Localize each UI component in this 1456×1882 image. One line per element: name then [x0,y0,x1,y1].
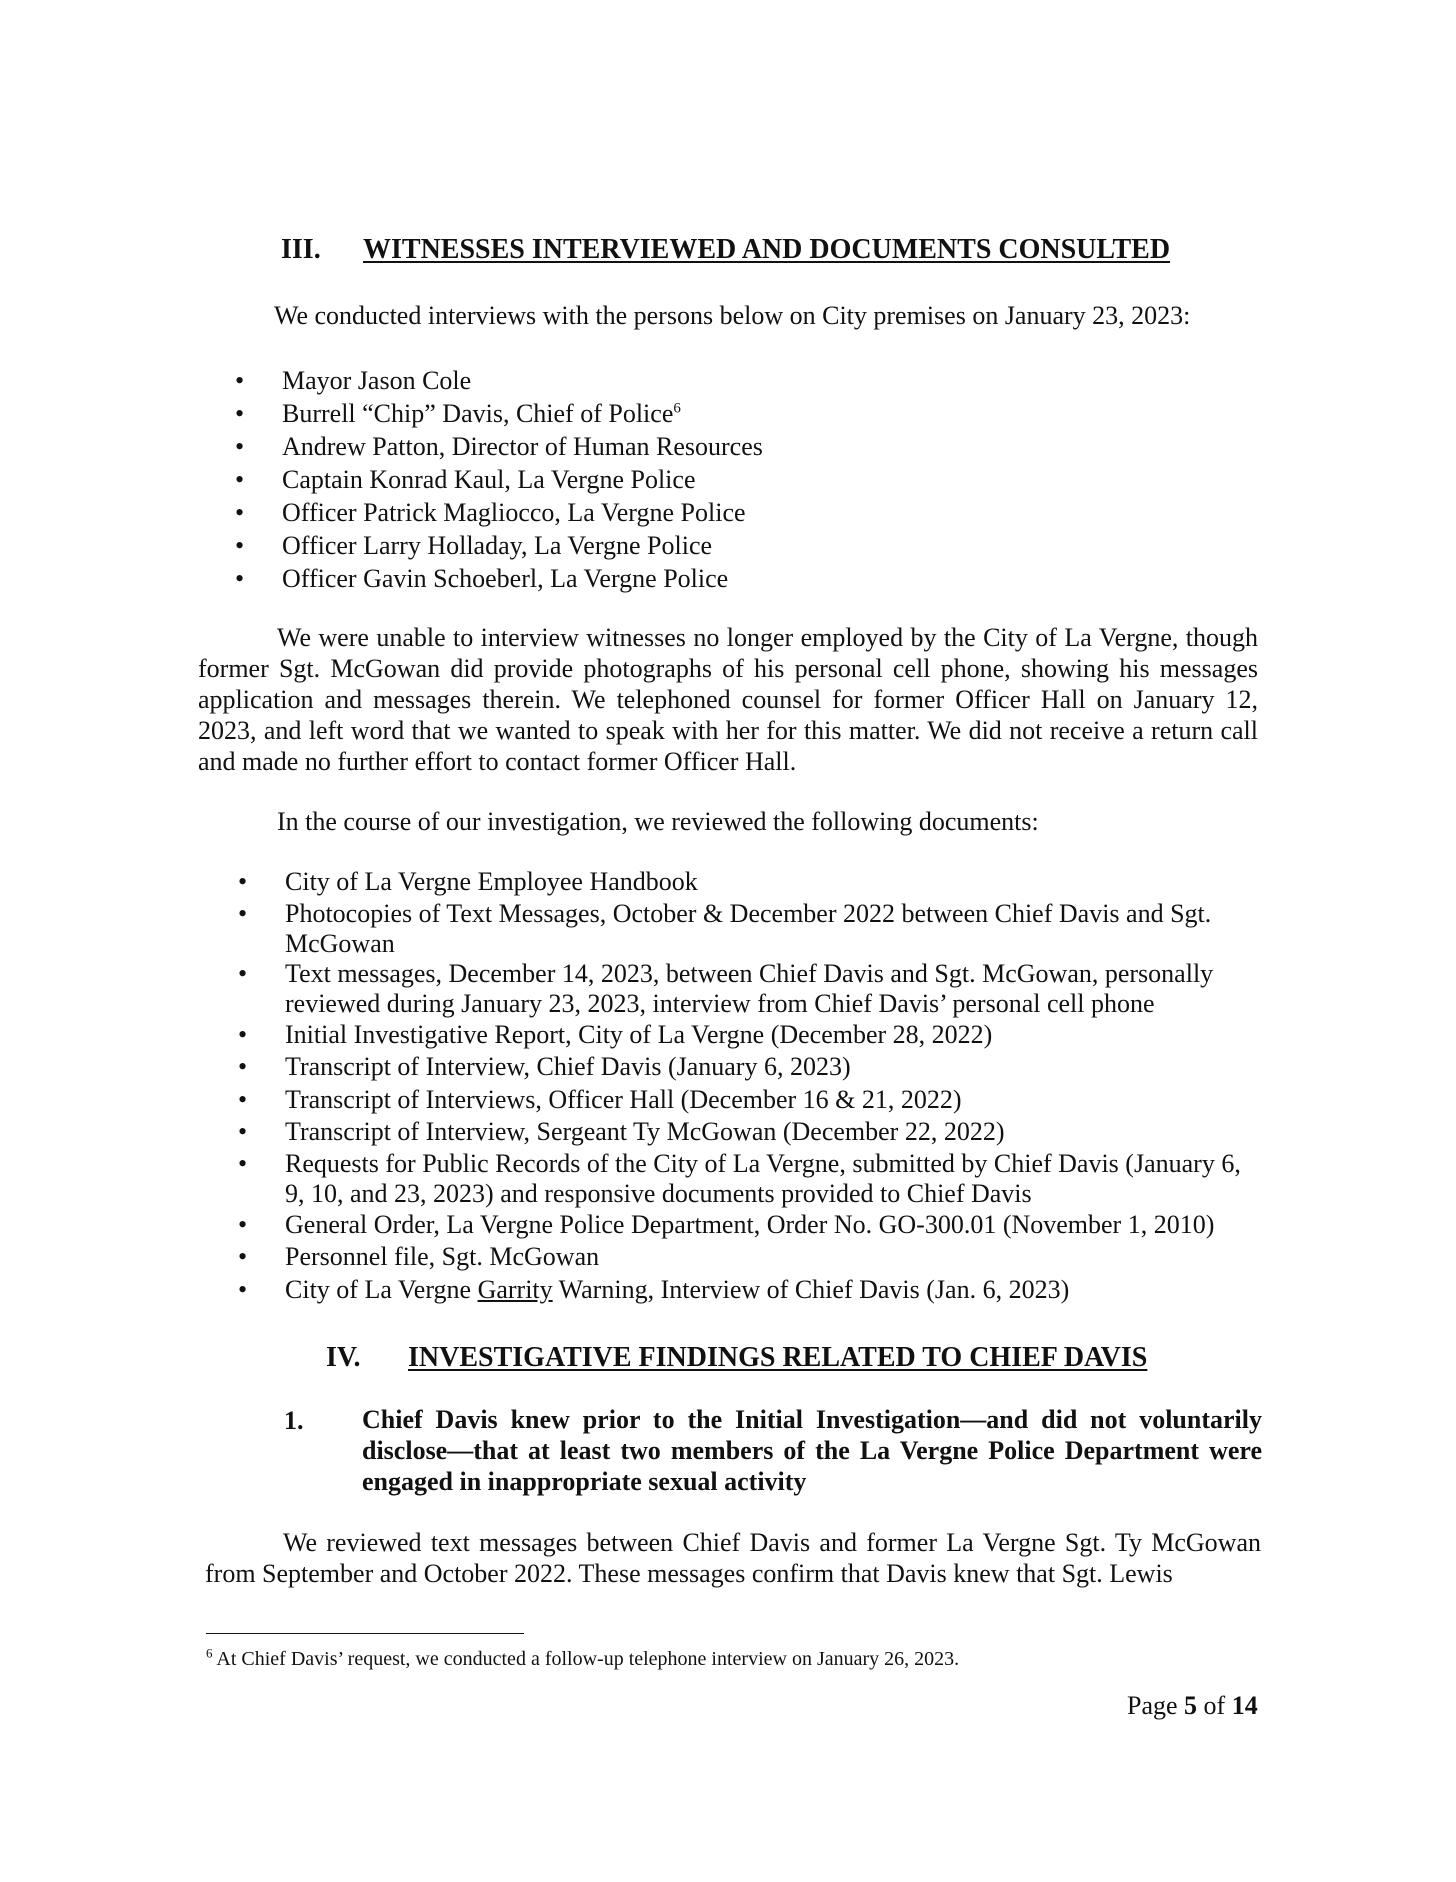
findings-paragraph: We reviewed text messages between Chief Davis and former La Vergne Sgt. Ty McGowan from September and October 2022. These messages confirm that Davis knew that Sgt. Lewis [205,1528,1261,1588]
document-item: • Photocopies of Text Messages, October & December 2022 between Chief Davis and Sgt. McGowan [238,899,1263,959]
documents-intro: In the course of our investigation, we reviewed the following documents: [277,807,1039,836]
total-pages: 14 [1231,1691,1258,1720]
document-item: • City of La Vergne Garrity Warning, Interview of Chief Davis (Jan. 6, 2023) [238,1274,1263,1307]
footnote-text: At Chief Davis’ request, we conducted a follow-up telephone interview on January 26, 2023. [216,1648,960,1670]
section-4-title: INVESTIGATIVE FINDINGS RELATED TO CHIEF DAVIS [408,1342,1148,1373]
document-item: • Personnel file, Sgt. McGowan [238,1241,1263,1274]
section-3-number: III. [281,234,321,265]
witness-item: • Andrew Patton, Director of Human Resources [235,430,1135,463]
document-item: • Transcript of Interviews, Officer Hall (December 16 & 21, 2022) [238,1084,1263,1117]
documents-list [238,866,1263,1306]
section-3-title: WITNESSES INTERVIEWED AND DOCUMENTS CONSULTED [363,234,1171,265]
witness-item: • Mayor Jason Cole [235,364,1135,397]
finding-1-number: 1. [284,1406,304,1435]
footnote-ref: 6 [673,400,681,417]
document-item: • Requests for Public Records of the City of La Vergne, submitted by Chief Davis (January 6, 9, 10, and 23, 2023) and responsive documents provided to Chief Davis [238,1149,1263,1209]
garrity-underlined: Garrity [477,1274,553,1304]
footnote [206,1645,960,1671]
footnote-separator [206,1633,524,1634]
footnote-number: 6 [206,1645,213,1661]
section-4-number: IV. [326,1342,361,1373]
interviews-intro: We conducted interviews with the persons below on City premises on January 23, 2023: [274,301,1191,330]
witness-list [235,364,1135,595]
finding-1-text: Chief Davis knew prior to the Initial Investigation—and did not voluntarily disclose—that at least two members of the La Vergne Police Department were engaged in inappropriate sexual activity [362,1405,1262,1496]
witness-item: • Captain Konrad Kaul, La Vergne Police [235,463,1135,496]
document-item: • Text messages, December 14, 2023, between Chief Davis and Sgt. McGowan, personally reviewed during January 23, 2023, interview from Chief Davis’ personal cell phone [238,959,1263,1019]
current-page: 5 [1184,1691,1198,1720]
page-number: Page 5 of 14 [1127,1691,1258,1720]
document-item: • City of La Vergne Employee Handbook [238,866,1263,899]
document-item: • Initial Investigative Report, City of La Vergne (December 28, 2022) [238,1019,1263,1052]
witness-item: • Burrell “Chip” Davis, Chief of Police$^6$ [235,397,1135,430]
witness-item: • Officer Larry Holladay, La Vergne Police [235,529,1135,562]
document-item: • General Order, La Vergne Police Department, Order No. GO-300.01 (November 1, 2010) [238,1209,1263,1242]
witness-item: • Officer Gavin Schoeberl, La Vergne Police [235,562,1135,595]
document-item: • Transcript of Interview, Chief Davis (January 6, 2023) [238,1051,1263,1084]
witness-item: • Officer Patrick Magliocco, La Vergne Police [235,496,1135,529]
document-item: • Transcript of Interview, Sergeant Ty McGowan (December 22, 2022) [238,1116,1263,1149]
unable-to-interview-paragraph: We were unable to interview witnesses no longer employed by the City of La Vergne, though former Sgt. McGowan did provide photographs of his personal cell phone, showing his messages application and messages therein. We telephoned counsel for former Officer Hall on January 12, 2023, and left word that we wanted to speak with her for this matter. We did not receive a return call and made no further effort to contact former Officer Hall. [198,623,1258,776]
